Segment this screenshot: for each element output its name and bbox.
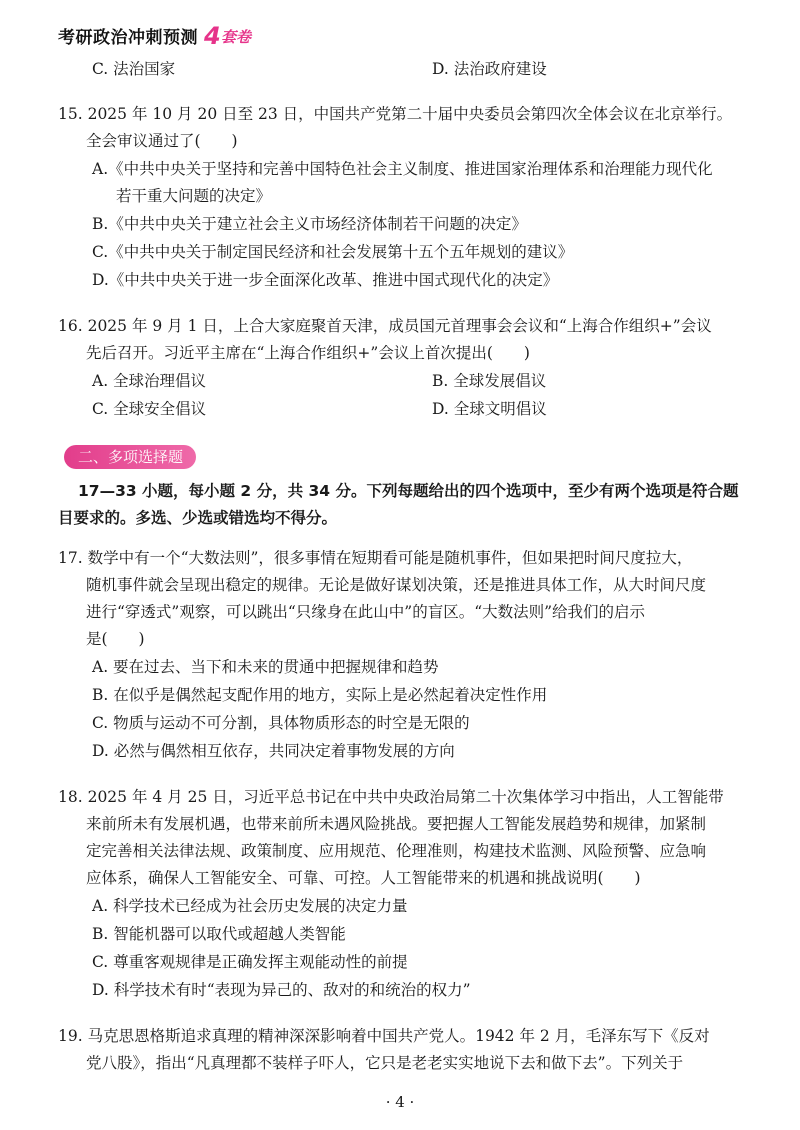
text-line-q17-b: B. 在似乎是偶然起支配作用的地方，实际上是必然起着决定性作用 (92, 686, 548, 704)
text-line-q18-l3: 定完善相关法律法规、政策制度、应用规范、伦理准则，构建技术监测、风险预警、应急响 (86, 842, 707, 860)
section-instruction-line-1: 17—33 小题，每小题 2 分，共 34 分。下列每题给出的四个选项中，至少有两个选项是符合题 (78, 482, 739, 500)
text-line-q16-l1: 16. 2025 年 9 月 1 日，上合大家庭聚首天津，成员国元首理事会会议和“上海合作组织+”会议 (58, 317, 712, 335)
text-line-q15-d: D.《中共中央关于进一步全面深化改革、推进中国式现代化的决定》 (92, 271, 559, 289)
text-line-q14-opt-d: D. 法治政府建设 (432, 60, 547, 78)
page-number: · 4 · (385, 1093, 415, 1111)
text-line-q16-l2: 先后召开。习近平主席在“上海合作组织+”会议上首次提出( ) (86, 344, 530, 362)
text-line-q18-c: C. 尊重客观规律是正确发挥主观能动性的前提 (92, 953, 408, 971)
text-line-q17-d: D. 必然与偶然相互依存，共同决定着事物发展的方向 (92, 742, 455, 760)
text-line-q19-l2: 党八股》，指出“凡真理都不装样子吓人，它只是老老实实地说下去和做下去”。下列关于 (86, 1054, 684, 1072)
text-line-q15-a2: 若干重大问题的决定》 (116, 187, 272, 205)
text-line-q15-l1: 15. 2025 年 10 月 20 日至 23 日，中国共产党第二十届中央委员会第四次全体会议在北京举行。 (58, 105, 733, 123)
text-line-q18-l2: 来前所未有发展机遇，也带来前所未遇风险挑战。要把握人工智能发展趋势和规律，加紧制 (86, 815, 707, 833)
text-line-q18-l1: 18. 2025 年 4 月 25 日，习近平总书记在中共中央政治局第二十次集体学习中指出，人工智能带 (58, 788, 724, 806)
text-line-q19-l1: 19. 马克思恩格斯追求真理的精神深深影响着中国共产党人。1942 年 2 月，毛泽东写下《反对 (58, 1027, 710, 1045)
text-line-q18-b: B. 智能机器可以取代或超越人类智能 (92, 925, 346, 943)
text-line-q15-b: B.《中共中央关于建立社会主义市场经济体制若干问题的决定》 (92, 215, 527, 233)
text-line-q17-c: C. 物质与运动不可分割，具体物质形态的时空是无限的 (92, 714, 470, 732)
text-line-q14-opt-c: C. 法治国家 (92, 60, 176, 78)
text-line-q18-l4: 应体系，确保人工智能安全、可靠、可控。人工智能带来的机遇和挑战说明( ) (86, 869, 641, 887)
text-line-q15-c: C.《中共中央关于制定国民经济和社会发展第十五个五年规划的建议》 (92, 243, 574, 261)
svg-text:套卷: 套卷 (221, 28, 252, 46)
text-line-q17-l3: 进行“穿透式”观察，可以跳出“只缘身在此山中”的盲区。“大数法则”给我们的启示 (86, 603, 646, 621)
text-line-q15-l2: 全会审议通过了( ) (86, 132, 238, 150)
text-line-q15-a1: A.《中共中央关于坚持和完善中国特色社会主义制度、推进国家治理体系和治理能力现代化 (92, 160, 713, 178)
section-badge-multiple-choice: 二、多项选择题 (64, 445, 196, 469)
text-line-q17-l4: 是( ) (86, 630, 145, 648)
header-title: 考研政治冲刺预测 (58, 27, 198, 48)
text-line-q17-l2: 随机事件就会呈现出稳定的规律。无论是做好谋划决策，还是推进具体工作，从大时间尺度 (86, 576, 707, 594)
text-line-q17-a: A. 要在过去、当下和未来的贯通中把握规律和趋势 (92, 658, 439, 676)
text-line-q16-b: B. 全球发展倡议 (432, 372, 547, 390)
text-line-q16-a: A. 全球治理倡议 (92, 372, 207, 390)
text-line-q16-d: D. 全球文明倡议 (432, 400, 547, 418)
text-line-q16-c: C. 全球安全倡议 (92, 400, 207, 418)
svg-text:4: 4 (204, 22, 221, 48)
text-line-q17-l1: 17. 数学中有一个“大数法则”，很多事情在短期看可能是随机事件，但如果把时间尺度拉大， (58, 549, 693, 567)
text-line-q18-a: A. 科学技术已经成为社会历史发展的决定力量 (92, 897, 408, 915)
section-instruction-line-2: 目要求的。多选、少选或错选均不得分。 (58, 509, 338, 527)
text-line-q18-d: D. 科学技术有时“表现为异己的、敌对的和统治的权力” (92, 981, 471, 999)
